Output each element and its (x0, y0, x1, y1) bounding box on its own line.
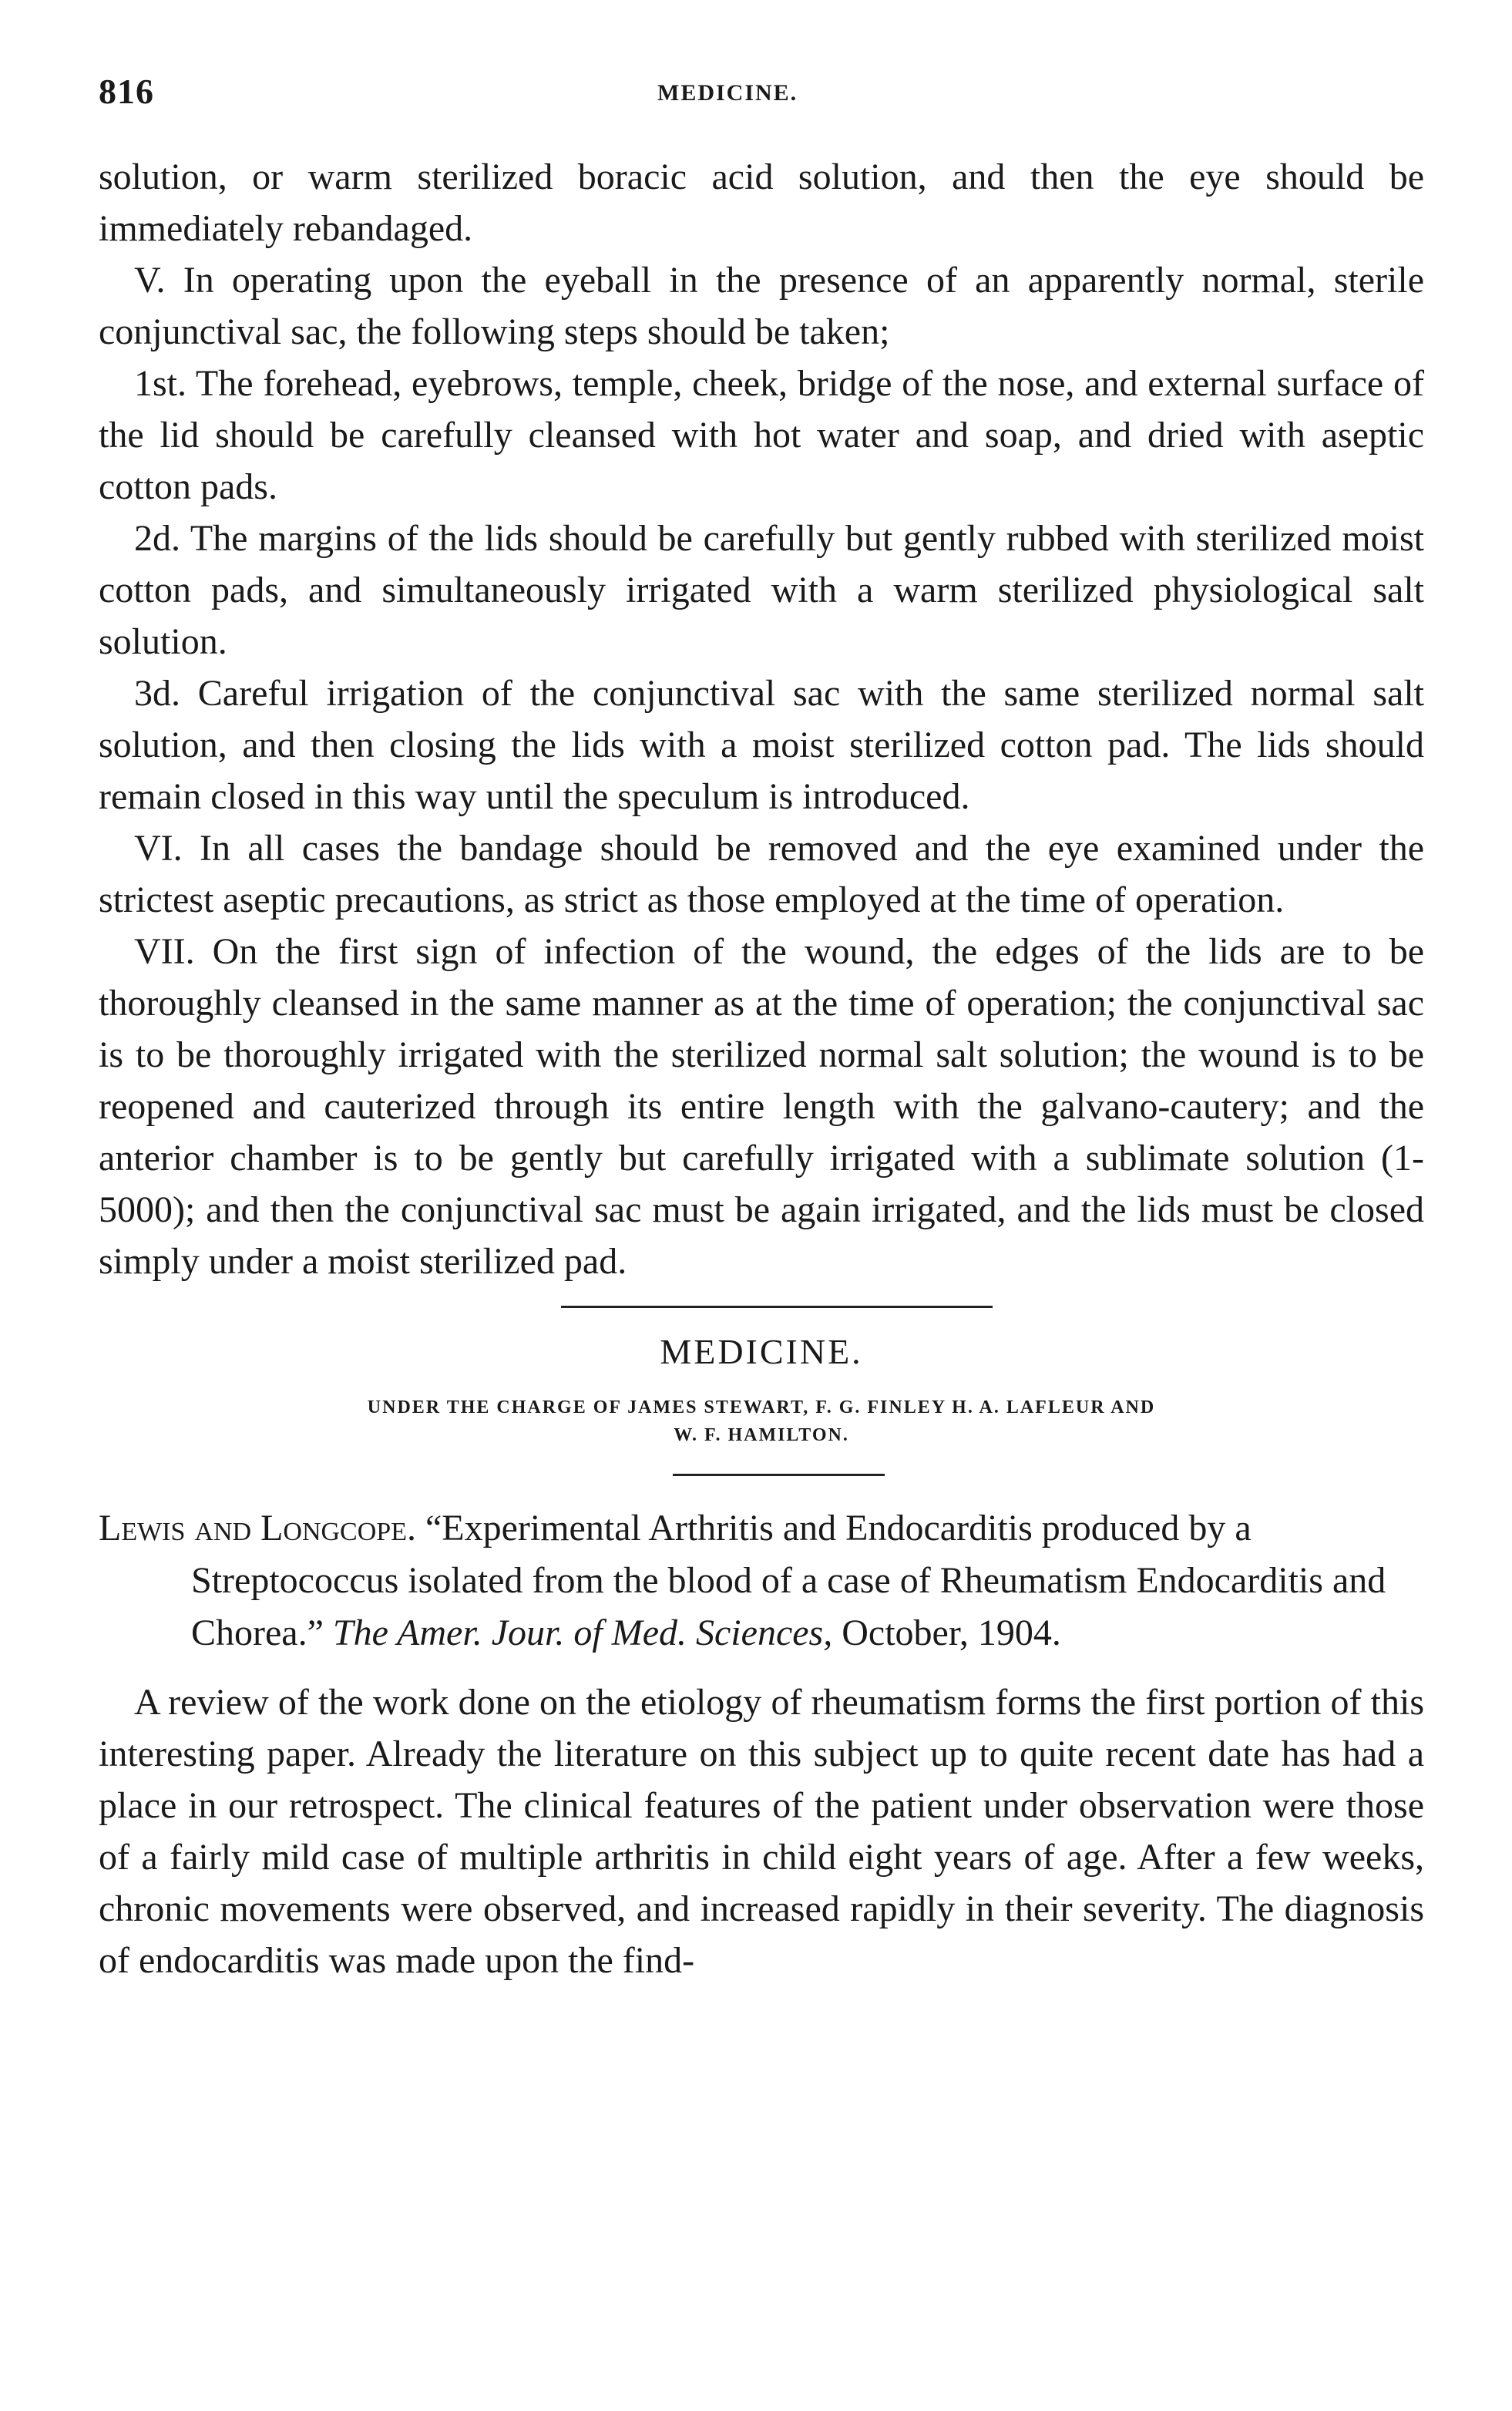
document-page (99, 71, 1424, 1986)
paragraph-rule-vii: VII. On the first sign of infection of the wound, the edges of the lids are to be thoroughly cleansed in the same manner as at the time of operation; the conjunctival sac is to be thoroughly irrigated with the sterilized normal salt solution; the wound is to be reopened and cauterized through its entire length with the galvano-cautery; and the anterior chamber is to be gently but carefully irrigated with a sublimate solution (1-5000); and then the conjunctival sac must be again irrigated, and the lids must be closed simply under a moist sterilized pad. (99, 931, 1424, 1282)
citation-journal: The Amer. Jour. of Med. Sciences, (332, 1612, 833, 1653)
section-title: MEDICINE. (660, 1332, 863, 1371)
review-paragraph: A review of the work done on the etiology of rheumatism forms the first portion of this interesting paper. Already the literature on this subject up to quite recent date has had a place in our retrospect. The clinical features of the patient under observation were those of a fairly mild case of multiple arthritis in child eight years of age. After a few weeks, chronic movements were observed, and increased rapidly in their severity. The diagnosis of endocarditis was made upon the find- (99, 1682, 1424, 1981)
page-number: 816 (99, 72, 154, 111)
citation-authors: Lewis and Longcope. (99, 1508, 416, 1548)
section-divider-bottom (673, 1474, 885, 1476)
paragraph-step-2d: 2d. The margins of the lids should be carefully but gently rubbed with sterilized moist cotton pads, and simultaneously irrigated with a warm sterilized physiological salt solution. (99, 518, 1424, 662)
citation-title: “Experimental Arthritis and Endocarditis produced by a Streptococcus isolated from the blood of a case of Rheumatism Endocarditis and Chorea.” (191, 1508, 1386, 1653)
paragraph-continuation: solution, or warm sterilized boracic acid solution, and then the eye should be immediately rebandaged. (99, 156, 1424, 249)
paragraph-rule-v: V. In operating upon the eyeball in the presence of an apparently normal, sterile conjunctival sac, the following steps should be taken; (99, 260, 1424, 352)
section-editors-line1: UNDER THE CHARGE OF JAMES STEWART, F. G. FINLEY H. A. LAFLEUR AND (367, 1397, 1156, 1417)
section-divider-top (561, 1306, 993, 1308)
running-header (99, 71, 1424, 117)
article-citation (99, 1502, 1424, 1659)
section-editors-line2: W. F. HAMILTON. (674, 1425, 849, 1445)
paragraph-rule-vi: VI. In all cases the bandage should be removed and the eye examined under the strictest aseptic precautions, as strict as those employed at the time of operation. (99, 828, 1424, 920)
paragraph-step-3d: 3d. Careful irrigation of the conjunctival sac with the same sterilized normal salt solution, and then closing the lids with a moist sterilized cotton pad. The lids should remain closed in this way until the speculum is introduced. (99, 673, 1424, 817)
citation-date: October, 1904. (842, 1612, 1061, 1653)
running-title: MEDICINE. (657, 80, 798, 106)
paragraph-step-1st: 1st. The forehead, eyebrows, temple, cheek, bridge of the nose, and external surface of the lid should be carefully cleansed with hot water and soap, and dried with aseptic cotton pads. (99, 363, 1424, 507)
